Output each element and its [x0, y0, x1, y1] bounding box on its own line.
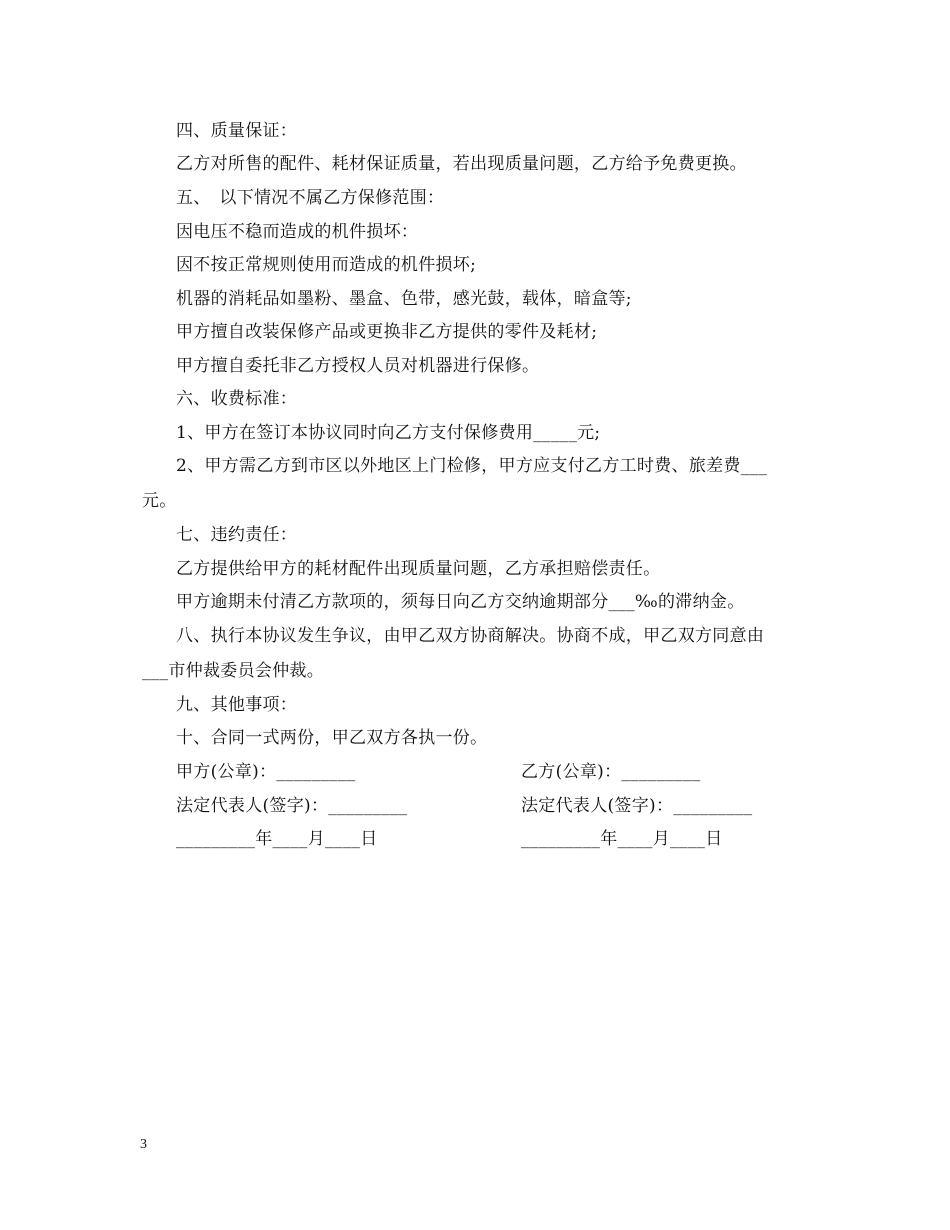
paragraph-line: 甲方逾期未付清乙方款项的，须每日向乙方交纳逾期部分___‰的滞纳金。: [176, 592, 745, 612]
paragraph-line: 2、甲方需乙方到市区以外地区上门检修，甲方应支付乙方工时费、旅差费___: [176, 456, 768, 476]
section-8-line: 八、执行本协议发生争议，由甲乙双方协商解决。协商不成，甲乙双方同意由: [176, 626, 765, 646]
section-4-heading: 四、质量保证：: [176, 121, 298, 141]
paragraph-continuation: ___市仲裁委员会仲裁。: [142, 661, 325, 681]
section-7-heading: 七、违约责任：: [176, 525, 298, 545]
paragraph-line: 机器的消耗品如墨粉、墨盒、色带，感光鼓，载体，暗盒等;: [176, 289, 632, 309]
party-b-representative-field: 法定代表人(签字)：_________: [521, 796, 753, 816]
party-b-date-field: _________年____月____日: [521, 829, 723, 849]
paragraph-continuation: 元。: [142, 491, 177, 511]
paragraph-line: 1、甲方在签订本协议同时向乙方支付保修费用_____元;: [176, 423, 601, 443]
party-a-seal-field: 甲方(公章)：_________: [176, 762, 356, 782]
section-5-heading: 五、 以下情况不属乙方保修范围：: [176, 188, 445, 208]
page-number: 3: [140, 1137, 147, 1152]
paragraph-line: 因不按正常规则使用而造成的机件损坏;: [176, 255, 477, 275]
section-10-line: 十、合同一式两份，甲乙双方各执一份。: [176, 728, 488, 748]
paragraph-line: 乙方对所售的配件、耗材保证质量，若出现质量问题，乙方给予免费更换。: [176, 154, 747, 174]
paragraph-line: 乙方提供给甲方的耗材配件出现质量问题，乙方承担赔偿责任。: [176, 559, 661, 579]
party-a-representative-field: 法定代表人(签字)：_________: [176, 796, 408, 816]
party-a-date-field: _________年____月____日: [176, 829, 378, 849]
section-6-heading: 六、收费标准：: [176, 389, 298, 409]
section-9-heading: 九、其他事项：: [176, 695, 298, 715]
paragraph-line: 因电压不稳而造成的机件损坏：: [176, 222, 419, 242]
paragraph-line: 甲方擅自改装保修产品或更换非乙方提供的零件及耗材;: [176, 322, 598, 342]
paragraph-line: 甲方擅自委托非乙方授权人员对机器进行保修。: [176, 356, 540, 376]
party-b-seal-field: 乙方(公章)：_________: [521, 762, 701, 782]
